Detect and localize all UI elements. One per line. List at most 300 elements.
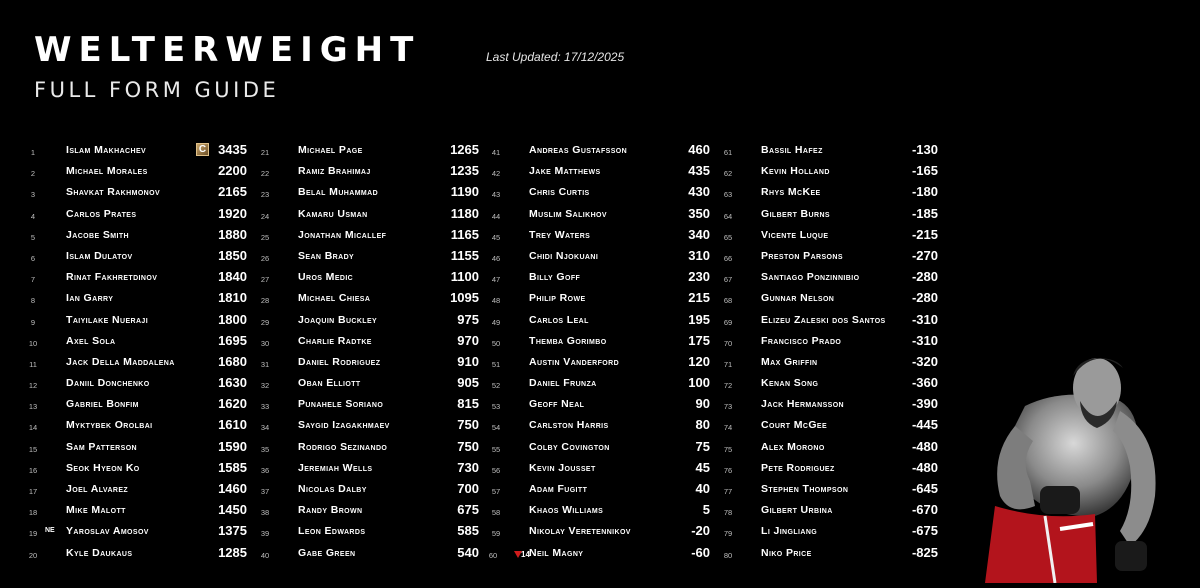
form-score: 1880: [218, 226, 247, 242]
ranking-row-islam-dulatov: [20, 248, 260, 269]
rank-number: 65: [723, 232, 733, 242]
rank-number: 71: [723, 359, 733, 369]
form-score: 5: [702, 502, 710, 518]
rank-number: 32: [260, 381, 270, 391]
form-score: 970: [457, 332, 479, 348]
form-score: 3435: [218, 142, 247, 157]
rank-number: 77: [723, 487, 733, 496]
fighter-name: Oban Elliott: [298, 377, 361, 390]
fighter-name: Andreas Gustafsson: [529, 144, 628, 156]
ranking-row-vicente-luque: [715, 227, 955, 248]
form-score: 1450: [218, 502, 247, 518]
fighter-name: Ramiz Brahimaj: [298, 165, 371, 178]
fighter-name: Billy Goff: [529, 271, 581, 284]
rank-number: 53: [491, 402, 501, 412]
ranking-row-gunnar-nelson: [715, 290, 955, 311]
rank-number: 74: [723, 423, 733, 433]
rank-number: 9: [30, 317, 36, 327]
form-score: 435: [688, 163, 710, 179]
form-score: 195: [688, 311, 710, 327]
ranking-row-stephen-thompson: [715, 481, 955, 502]
rank-number: 52: [491, 381, 501, 391]
ranking-row-elizeu-zaleski-dos-santos: [715, 312, 955, 333]
rank-number: 24: [260, 211, 270, 221]
ranking-row-andreas-gustafsson: [483, 142, 723, 163]
form-score: 430: [688, 184, 710, 200]
rank-number: 19: [28, 529, 38, 539]
form-score: 1840: [218, 269, 247, 285]
fighter-name: Nikolay Veretennikov: [529, 525, 631, 538]
rank-number: 33: [260, 402, 270, 412]
ranking-row-carlston-harris: [483, 417, 723, 438]
rankings-column-4: [715, 142, 955, 566]
ranking-row-colby-covington: [483, 439, 723, 460]
fighter-name: Uros Medic: [298, 271, 354, 284]
fighter-name: Daniel Frunza: [529, 377, 597, 390]
ranking-row-daniel-rodriguez: [252, 354, 492, 375]
rank-number: 51: [491, 359, 501, 369]
fighter-name: Michael Morales: [66, 165, 148, 178]
ranking-row-sam-patterson: [20, 439, 260, 460]
form-score: -215: [911, 226, 938, 242]
rank-number: 75: [723, 444, 733, 454]
rank-number: 42: [491, 169, 501, 179]
form-score: 175: [688, 332, 710, 348]
rankings-column-3: [483, 142, 723, 566]
ranking-row-kamaru-usman: [252, 206, 492, 227]
fighter-name: Austin Vanderford: [529, 355, 620, 368]
ranking-row-randy-brown: [252, 502, 492, 523]
form-score: -130: [911, 142, 938, 157]
form-score: 1590: [218, 438, 247, 454]
ranking-row-nikolay-veretennikov: [483, 523, 723, 544]
ranking-row-yaroslav-amosov: [20, 523, 260, 544]
rank-number: 12: [28, 381, 38, 391]
fighter-name: Neil Magny: [529, 546, 584, 559]
fighter-name: Gilbert Burns: [761, 207, 830, 220]
fighter-name: Preston Parsons: [761, 249, 843, 262]
fighter-name: Carlston Harris: [529, 419, 609, 432]
form-score: 750: [457, 417, 479, 433]
form-score: -310: [911, 311, 938, 327]
rank-number: 4: [30, 211, 36, 221]
fighter-name: Geoff Neal: [529, 398, 585, 411]
ranking-row-jack-della-maddalena: [20, 354, 260, 375]
fighter-name: Joaquin Buckley: [298, 313, 378, 326]
ranking-row-ramiz-brahimaj: [252, 163, 492, 184]
fighter-name: Carlos Leal: [529, 313, 589, 326]
form-score: 80: [695, 417, 710, 433]
ranking-row-seok-hyeon-ko: [20, 460, 260, 481]
rank-number: 10: [28, 338, 38, 348]
form-score: 1800: [218, 311, 247, 327]
rank-number: 23: [260, 190, 270, 200]
rank-number: 18: [28, 508, 38, 518]
rank-number: 47: [491, 275, 501, 285]
fighter-name: Chidi Njokuani: [529, 249, 599, 262]
rank-number: 40: [260, 550, 270, 560]
ranking-row-austin-vanderford: [483, 354, 723, 375]
rank-number: 38: [260, 508, 270, 518]
ranking-row-francisco-prado: [715, 333, 955, 354]
ranking-row-rodrigo-sezinando: [252, 439, 492, 460]
ranking-row-daniel-frunza: [483, 375, 723, 396]
ranking-row-billy-goff: [483, 269, 723, 290]
form-score: 1460: [218, 481, 247, 496]
rank-number: 20: [28, 550, 38, 560]
rank-number: 5: [30, 232, 36, 242]
ranking-row-geoff-neal: [483, 396, 723, 417]
ranking-row-khaos-williams: [483, 502, 723, 523]
fighter-name: Court McGee: [761, 419, 828, 432]
ranking-row-neil-magny: [483, 545, 723, 566]
ranking-row-li-jingliang: [715, 523, 955, 544]
ranking-row-ian-garry: [20, 290, 260, 311]
ranking-row-joaquin-buckley: [252, 312, 492, 333]
fighter-name: Elizeu Zaleski dos Santos: [761, 313, 886, 326]
ranking-row-muslim-salikhov: [483, 206, 723, 227]
form-score: 540: [457, 544, 479, 560]
ranking-row-jeremiah-wells: [252, 460, 492, 481]
fighter-name: Jonathan Micallef: [298, 228, 387, 241]
form-score: 1375: [218, 523, 247, 539]
rank-number: 46: [491, 253, 501, 263]
rank-number: 16: [28, 465, 38, 475]
ranking-row-kevin-jousset: [483, 460, 723, 481]
rank-number: 28: [260, 296, 270, 306]
fighter-name: Jack Della Maddalena: [66, 355, 175, 368]
rank-number: 54: [491, 423, 501, 433]
fighter-name: Joel Alvarez: [66, 483, 129, 495]
ranking-row-belal-muhammad: [252, 184, 492, 205]
form-score: 75: [695, 438, 710, 454]
fighter-name: Gabriel Bonfim: [66, 398, 139, 411]
form-score: -20: [691, 523, 710, 539]
ranking-row-daniil-donchenko: [20, 375, 260, 396]
fighter-name: Francisco Prado: [761, 334, 842, 347]
form-score: -180: [911, 184, 938, 200]
fighter-name: Ian Garry: [66, 292, 114, 305]
rank-number: 64: [723, 211, 733, 221]
fighter-name: Chris Curtis: [529, 186, 590, 199]
fighter-name: Gabe Green: [298, 546, 356, 559]
form-score: -445: [911, 417, 938, 433]
rank-change: 14: [521, 549, 530, 559]
rank-number: 70: [723, 338, 733, 348]
ranking-row-chris-curtis: [483, 184, 723, 205]
rank-number: 15: [28, 444, 38, 454]
form-score: 1630: [218, 375, 247, 391]
fighter-name: Michael Chiesa: [298, 292, 371, 305]
ranking-row-michael-chiesa: [252, 290, 492, 311]
form-score: 1620: [218, 396, 247, 412]
ranking-row-axel-sola: [20, 333, 260, 354]
form-score: -670: [911, 502, 938, 518]
fighter-name: Sean Brady: [298, 249, 355, 262]
ranking-row-leon-edwards: [252, 523, 492, 544]
fighter-name: Alex Morono: [761, 440, 825, 453]
form-score: 1610: [218, 417, 247, 433]
fighter-name: Muslim Salikhov: [529, 207, 607, 220]
form-score: 1235: [450, 163, 479, 179]
ranking-row-mike-malott: [20, 502, 260, 523]
champion-badge-icon: C: [196, 143, 209, 156]
form-score: -310: [911, 332, 938, 348]
fighter-name: Trey Waters: [529, 228, 591, 241]
rank-number: 50: [491, 338, 501, 348]
ranking-row-preston-parsons: [715, 248, 955, 269]
form-score: 730: [457, 459, 479, 475]
rank-number: 13: [28, 402, 38, 412]
rank-number: 72: [723, 381, 733, 391]
ranking-row-max-griffin: [715, 354, 955, 375]
fighter-name: Sam Patterson: [66, 440, 137, 453]
form-score: 350: [688, 205, 710, 221]
ranking-row-chidi-njokuani: [483, 248, 723, 269]
form-score: 460: [688, 142, 710, 157]
fighter-name: Yaroslav Amosov: [66, 525, 149, 538]
form-score: 815: [457, 396, 479, 412]
rank-number: 30: [260, 338, 270, 348]
rank-number: 43: [491, 190, 501, 200]
form-score: 1165: [450, 226, 479, 242]
form-score: 310: [688, 247, 710, 263]
form-score: 1920: [218, 205, 247, 221]
fighter-name: Themba Gorimbo: [529, 334, 607, 347]
ranking-row-shavkat-rakhmonov: [20, 184, 260, 205]
form-score: -60: [691, 544, 710, 560]
ranking-row-pete-rodriguez: [715, 460, 955, 481]
form-score: 1285: [218, 544, 247, 560]
rank-number: 29: [260, 317, 270, 327]
fighter-name: Kevin Holland: [761, 165, 830, 178]
fighter-name: Carlos Prates: [66, 207, 137, 220]
rank-number: 37: [260, 487, 270, 496]
ranking-row-kyle-daukaus: [20, 545, 260, 566]
form-score: -185: [911, 205, 938, 221]
rankings-column-2: [252, 142, 492, 566]
form-score: 1695: [218, 332, 247, 348]
form-score: 1810: [218, 290, 247, 306]
fighter-name: Kenan Song: [761, 377, 819, 390]
fighter-name: Taiyilake Nueraji: [66, 313, 149, 326]
fighter-name: Philip Rowe: [529, 292, 586, 305]
form-score: 2165: [218, 184, 247, 200]
rank-number: 73: [723, 402, 733, 412]
ranking-row-gabe-green: [252, 545, 492, 566]
ranking-row-niko-price: [715, 545, 955, 566]
rank-number: 78: [723, 508, 733, 518]
form-score: -390: [911, 396, 938, 412]
fighter-name: Jeremiah Wells: [298, 461, 373, 474]
rank-number: 62: [723, 169, 733, 179]
rank-number: 8: [30, 296, 36, 306]
rank-number: 7: [30, 275, 36, 285]
ranking-row-charlie-radtke: [252, 333, 492, 354]
page-subtitle: FULL FORM GUIDE: [34, 78, 280, 102]
ranking-row-sean-brady: [252, 248, 492, 269]
form-score: 90: [695, 396, 710, 412]
form-score: 230: [688, 269, 710, 285]
rank-number: 1: [30, 148, 36, 157]
fighter-name: Belal Muhammad: [298, 186, 379, 199]
ranking-row-kenan-song: [715, 375, 955, 396]
rank-number: 76: [723, 465, 733, 475]
rank-number: 11: [29, 359, 37, 369]
rank-number: 34: [260, 423, 270, 433]
form-score: 585: [457, 523, 479, 539]
form-score: -825: [911, 544, 938, 560]
ranking-row-rinat-fakhretdinov: [20, 269, 260, 290]
ranking-row-philip-rowe: [483, 290, 723, 311]
ranking-row-jonathan-micallef: [252, 227, 492, 248]
rank-number: 59: [491, 529, 501, 539]
rank-number: 79: [723, 529, 733, 539]
form-score: 40: [695, 481, 710, 496]
form-score: 100: [688, 375, 710, 391]
form-score: 675: [457, 502, 479, 518]
form-score: 750: [457, 438, 479, 454]
form-score: 340: [688, 226, 710, 242]
fighter-name: Stephen Thompson: [761, 483, 849, 495]
form-score: -280: [911, 269, 938, 285]
form-score: -165: [911, 163, 938, 179]
ranking-row-carlos-prates: [20, 206, 260, 227]
rank-number: 63: [723, 190, 733, 200]
fighter-name: Gilbert Urbina: [761, 504, 833, 517]
fighter-name: Islam Dulatov: [66, 249, 133, 262]
ranking-row-uros-medic: [252, 269, 492, 290]
fighter-name: Niko Price: [761, 546, 812, 559]
ranking-row-gabriel-bonfim: [20, 396, 260, 417]
rank-number: 68: [723, 296, 733, 306]
fighter-name: Jack Hermansson: [761, 398, 845, 411]
rank-number: 55: [491, 444, 501, 454]
ranking-row-nicolas-dalby: [252, 481, 492, 502]
fighter-name: Jake Matthews: [529, 165, 601, 178]
ranking-row-jack-hermansson: [715, 396, 955, 417]
rank-number: 22: [260, 169, 270, 179]
fighter-name: Leon Edwards: [298, 525, 366, 538]
rank-number: 39: [260, 529, 270, 539]
rank-number: 49: [491, 317, 501, 327]
ranking-row-gilbert-urbina: [715, 502, 955, 523]
form-score: 215: [688, 290, 710, 306]
fighter-name: Kyle Daukaus: [66, 546, 133, 559]
ranking-row-punahele-soriano: [252, 396, 492, 417]
rank-number: 60: [488, 550, 498, 560]
fighter-name: Kevin Jousset: [529, 461, 596, 474]
fighter-name: Kamaru Usman: [298, 207, 368, 220]
ranking-row-kevin-holland: [715, 163, 955, 184]
form-score: 905: [457, 375, 479, 391]
fighter-name: Punahele Soriano: [298, 398, 384, 411]
ranking-row-jacobe-smith: [20, 227, 260, 248]
fighter-name: Gunnar Nelson: [761, 292, 835, 305]
ranking-row-gilbert-burns: [715, 206, 955, 227]
ranking-row-alex-morono: [715, 439, 955, 460]
rank-number: 21: [260, 148, 270, 157]
form-score: -480: [911, 438, 938, 454]
ranking-row-joel-alvarez: [20, 481, 260, 502]
fighter-name: Li Jingliang: [761, 525, 818, 538]
fighter-name: Myktybek Orolbai: [66, 419, 153, 432]
form-score: 1190: [450, 184, 479, 200]
form-score: 2200: [218, 163, 247, 179]
ranking-row-court-mcgee: [715, 417, 955, 438]
form-score: -645: [911, 481, 938, 496]
form-score: 1180: [450, 205, 479, 221]
fighter-name: Santiago Ponzinnibio: [761, 271, 860, 284]
rank-number: 57: [491, 487, 501, 496]
fighter-name: Charlie Radtke: [298, 334, 372, 347]
ranking-row-santiago-ponzinnibio: [715, 269, 955, 290]
ranking-row-saygid-izagakhmaev: [252, 417, 492, 438]
fighter-name: Colby Covington: [529, 440, 610, 453]
last-updated: Last Updated: 17/12/2025: [486, 50, 625, 64]
rank-number: 25: [260, 232, 270, 242]
rank-number: 17: [28, 487, 38, 496]
rankings-column-1: [20, 142, 260, 566]
rank-number: 31: [260, 359, 270, 369]
fighter-name: Max Griffin: [761, 355, 818, 368]
ranking-row-themba-gorimbo: [483, 333, 723, 354]
fighter-name: Nicolas Dalby: [298, 483, 367, 495]
fighter-name: Daniil Donchenko: [66, 377, 150, 390]
form-score: -270: [911, 247, 938, 263]
ranking-row-carlos-leal: [483, 312, 723, 333]
rank-number: 27: [260, 275, 270, 285]
form-score: 910: [457, 353, 479, 369]
form-score: 700: [457, 481, 479, 496]
form-score: 1585: [218, 459, 247, 475]
rank-number: 44: [491, 211, 501, 221]
form-score: 1095: [450, 290, 479, 306]
new-entry-tag: NE: [45, 527, 55, 535]
form-score: 975: [457, 311, 479, 327]
form-score: -675: [911, 523, 938, 539]
fighter-name: Pete Rodriguez: [761, 461, 835, 474]
fighter-name: Rhys McKee: [761, 186, 821, 199]
fighter-name: Islam Makhachev: [66, 144, 147, 156]
form-score: 1100: [450, 269, 479, 285]
rank-number: 56: [491, 465, 501, 475]
fighter-name: Khaos Williams: [529, 504, 604, 517]
fighter-name: Axel Sola: [66, 334, 116, 347]
form-score: 1680: [218, 353, 247, 369]
ranking-row-oban-elliott: [252, 375, 492, 396]
form-score: -480: [911, 459, 938, 475]
rank-number: 36: [260, 465, 270, 475]
form-score: 120: [688, 353, 710, 369]
fighter-name: Bassil Hafez: [761, 144, 823, 156]
ranking-row-taiyilake-nueraji: [20, 312, 260, 333]
rank-number: 41: [491, 148, 501, 157]
form-score: 1265: [450, 142, 479, 157]
fighter-name: Jacobe Smith: [66, 228, 129, 241]
ranking-row-islam-makhachev: [20, 142, 260, 163]
page-title: WELTERWEIGHT: [34, 30, 421, 70]
ranking-row-bassil-hafez: [715, 142, 955, 163]
rank-number: 67: [723, 275, 733, 285]
fighter-name: Adam Fugitt: [529, 483, 588, 495]
fighter-name: Seok Hyeon Ko: [66, 461, 140, 474]
fighter-image: [985, 346, 1200, 583]
fighter-name: Rodrigo Sezinando: [298, 440, 388, 453]
rank-number: 48: [491, 296, 501, 306]
ranking-row-michael-morales: [20, 163, 260, 184]
fighter-name: Michael Page: [298, 144, 363, 156]
